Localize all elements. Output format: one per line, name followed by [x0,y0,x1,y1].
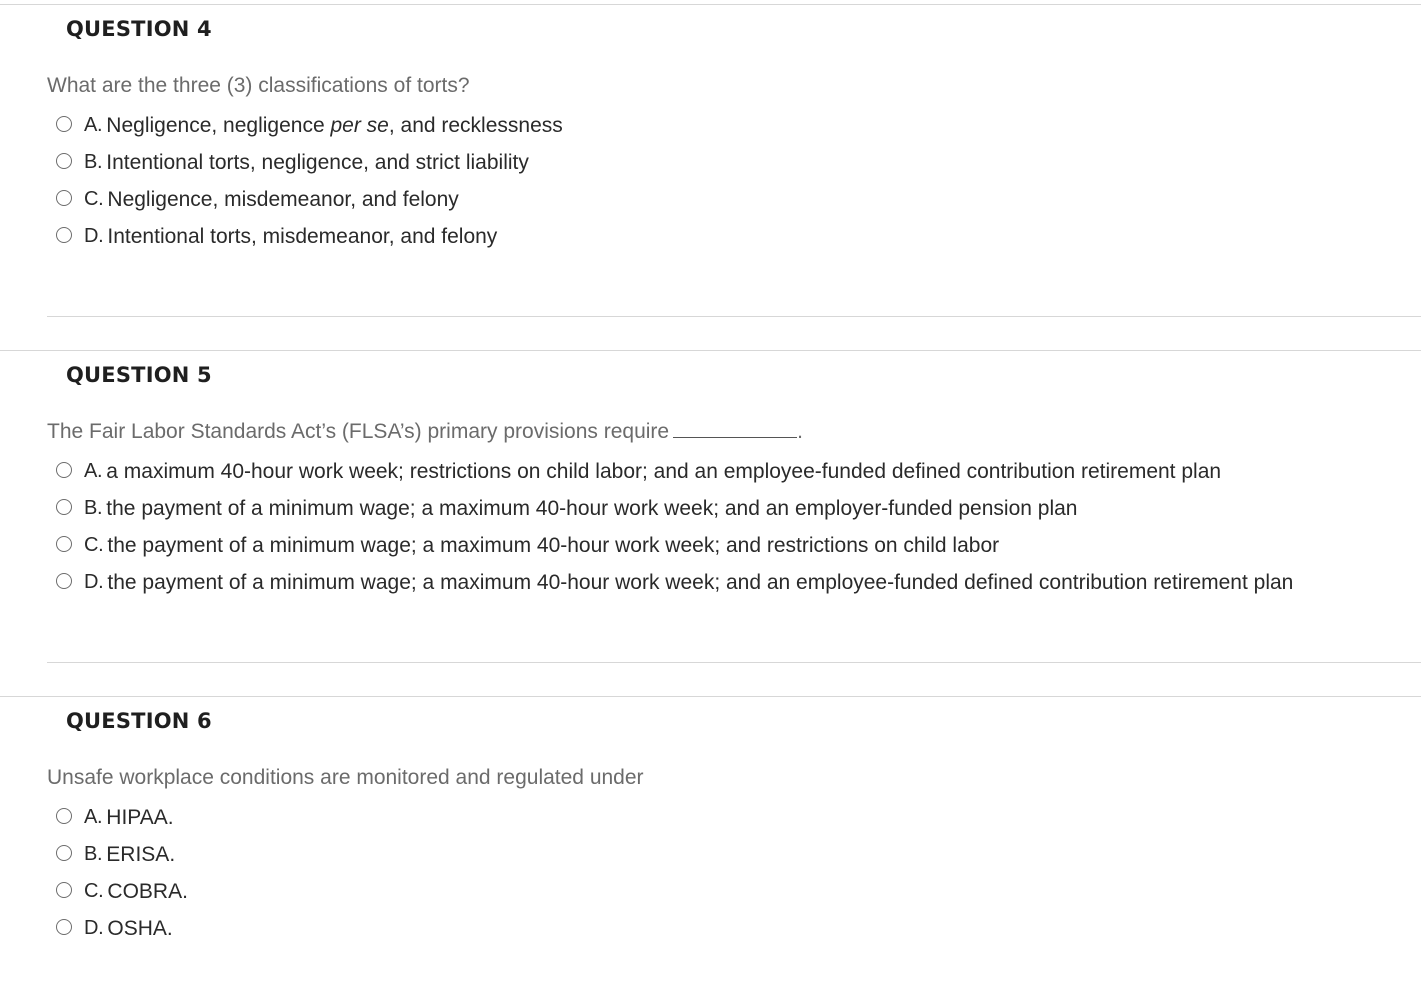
question-bottom-divider [47,662,1421,663]
answer-option-a[interactable] [56,460,1293,497]
question-prompt-text: The Fair Labor Standards Act’s (FLSA’s) primary provisions require [47,420,670,443]
question-bottom-divider [47,316,1421,317]
option-text [107,880,188,904]
radio-button[interactable] [56,919,72,935]
question-title: QUESTION 4 [66,17,212,41]
question-prompt [47,420,803,444]
answer-options [56,806,188,954]
option-letter: A. [84,460,103,482]
question-prompt-suffix: . [797,420,803,443]
question-title: QUESTION 6 [66,709,212,733]
option-text-part: a maximum 40-hour work week; restrictions on child labor; and an employee-funded defined contribution retirement plan [106,460,1222,483]
option-letter: C. [84,188,104,210]
option-text-part: Negligence, misdemeanor, and felony [107,188,459,211]
answer-option-a[interactable] [56,806,188,843]
option-text-part: the payment of a minimum wage; a maximum 40-hour work week; and restrictions on child labor [107,534,1000,557]
option-text [107,225,497,249]
answer-option-a[interactable] [56,114,563,151]
option-letter: A. [84,114,103,136]
option-text-part: ERISA. [106,843,176,866]
option-text-part: COBRA. [107,880,188,903]
question-divider [0,350,1421,351]
question-prompt [47,766,644,790]
answer-option-c[interactable] [56,188,563,225]
question-prompt [47,74,470,98]
option-text [106,460,1221,484]
option-text [106,806,173,830]
answer-options [56,460,1293,608]
radio-button[interactable] [56,845,72,861]
option-letter: A. [84,806,103,828]
radio-button[interactable] [56,462,72,478]
answer-option-d[interactable] [56,225,563,262]
option-text [106,114,562,138]
radio-button[interactable] [56,573,72,589]
option-text [107,917,172,941]
question-prompt-text: What are the three (3) classifications of torts? [47,74,470,97]
option-letter: B. [84,497,103,519]
radio-button[interactable] [56,882,72,898]
option-text [107,188,458,212]
question-prompt-text: Unsafe workplace conditions are monitored and regulated under [47,766,644,789]
option-letter: C. [84,534,104,556]
option-text-part: Intentional torts, misdemeanor, and felony [107,225,498,248]
answer-option-b[interactable] [56,843,188,880]
option-text-italic: per se [330,114,389,137]
answer-option-b[interactable] [56,151,563,188]
option-text-part: OSHA. [107,917,173,940]
option-text [106,151,529,175]
option-text [106,497,1077,521]
option-text [107,534,999,558]
fill-in-blank [673,421,797,438]
radio-button[interactable] [56,153,72,169]
answer-option-c[interactable] [56,880,188,917]
option-text-part: Intentional torts, negligence, and strict liability [106,151,529,174]
answer-option-d[interactable] [56,917,188,954]
option-text-part: the payment of a minimum wage; a maximum 40-hour work week; and an employee-funded defined contribution retirement plan [107,571,1294,594]
question-title: QUESTION 5 [66,363,212,387]
answer-option-c[interactable] [56,534,1293,571]
option-letter: D. [84,917,104,939]
question-divider [0,696,1421,697]
option-letter: D. [84,571,104,593]
answer-option-d[interactable] [56,571,1293,608]
option-letter: B. [84,151,103,173]
radio-button[interactable] [56,808,72,824]
option-text-part: , and recklessness [388,114,563,137]
option-letter: D. [84,225,104,247]
option-text [106,843,175,867]
radio-button[interactable] [56,116,72,132]
radio-button[interactable] [56,499,72,515]
option-letter: C. [84,880,104,902]
option-letter: B. [84,843,103,865]
radio-button[interactable] [56,536,72,552]
option-text-part: HIPAA. [106,806,174,829]
question-divider [0,4,1421,5]
radio-button[interactable] [56,227,72,243]
radio-button[interactable] [56,190,72,206]
option-text-part: the payment of a minimum wage; a maximum 40-hour work week; and an employer-funded pension plan [106,497,1078,520]
answer-option-b[interactable] [56,497,1293,534]
option-text-part: Negligence, negligence [106,114,331,137]
option-text [107,571,1293,595]
answer-options [56,114,563,262]
